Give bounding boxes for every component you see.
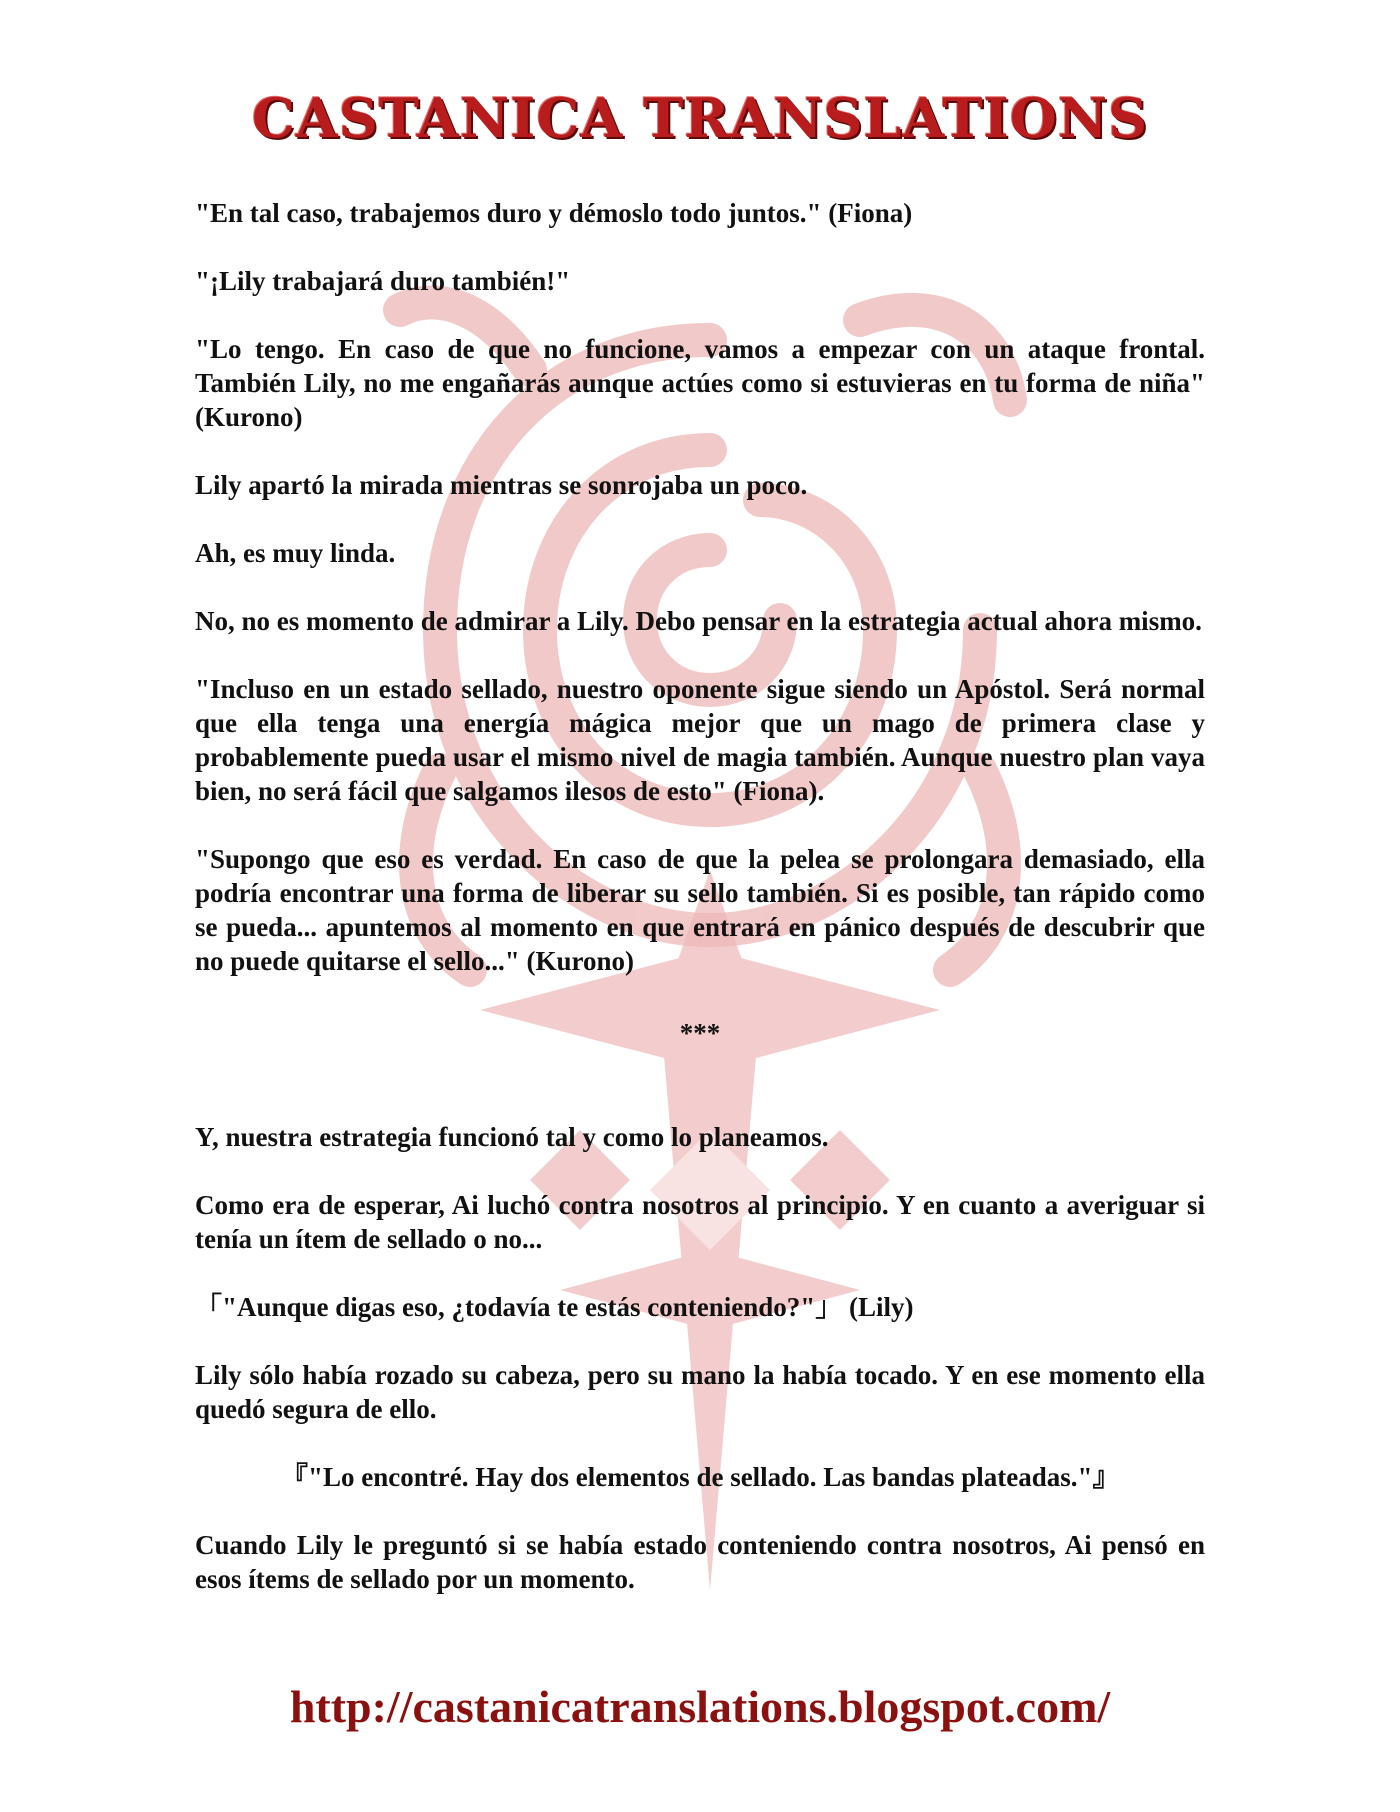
paragraph: "Incluso en un estado sellado, nuestro oponente sigue siendo un Apóstol. Será normal que ella tenga una energía mágica mejor que un mago de primera clase y probablemente pueda usar el mismo nivel de magia también. Aunque nuestro plan vaya bien, no será fácil que salgamos ilesos de esto" (Fiona).: [195, 674, 1205, 806]
site-title: CASTANICA TRANSLATIONS: [251, 86, 1149, 150]
telepathy-quote: 『"Lo encontré. Hay dos elementos de sellado. Las bandas plateadas."』: [281, 1462, 1120, 1492]
paragraph: Cuando Lily le preguntó si se había estado conteniendo contra nosotros, Ai pensó en esos ítems de sellado por un momento.: [195, 1530, 1205, 1594]
paragraph: Y, nuestra estrategia funcionó tal y como lo planeamos.: [195, 1122, 829, 1152]
footer-url-link[interactable]: http://castanicatranslations.blogspot.com/: [289, 1681, 1111, 1732]
paragraph: No, no es momento de admirar a Lily. Debo pensar en la estrategia actual ahora mismo.: [195, 606, 1202, 636]
paragraph: Ah, es muy linda.: [195, 538, 396, 568]
paragraph: Lily apartó la mirada mientras se sonrojaba un poco.: [195, 470, 808, 500]
paragraph: "Supongo que eso es verdad. En caso de que la pelea se prolongara demasiado, ella podría encontrar una forma de liberar su sello también. Si es posible, tan rápido como se pueda... apuntemos al momento en que entrará en pánico después de descubrir que no puede quitarse el sello..." (Kurono): [195, 844, 1205, 976]
paragraph: "¡Lily trabajará duro también!": [195, 266, 571, 296]
paragraph: "En tal caso, trabajemos duro y démoslo todo juntos." (Fiona): [195, 198, 913, 228]
paragraph: Lily sólo había rozado su cabeza, pero su mano la había tocado. Y en ese momento ella quedó segura de ello.: [195, 1360, 1205, 1424]
scene-separator: ***: [679, 1018, 721, 1048]
paragraph: Como era de esperar, Ai luchó contra nosotros al principio. Y en cuanto a averiguar si tenía un ítem de sellado o no...: [195, 1190, 1205, 1254]
paragraph: 「"Aunque digas eso, ¿todavía te estás conteniendo?"」 (Lily): [195, 1292, 914, 1322]
paragraph: "Lo tengo. En caso de que no funcione, vamos a empezar con un ataque frontal. También Lily, no me engañarás aunque actúes como si estuvieras en tu forma de niña" (Kurono): [195, 334, 1205, 432]
document-body: [195, 196, 1205, 1630]
